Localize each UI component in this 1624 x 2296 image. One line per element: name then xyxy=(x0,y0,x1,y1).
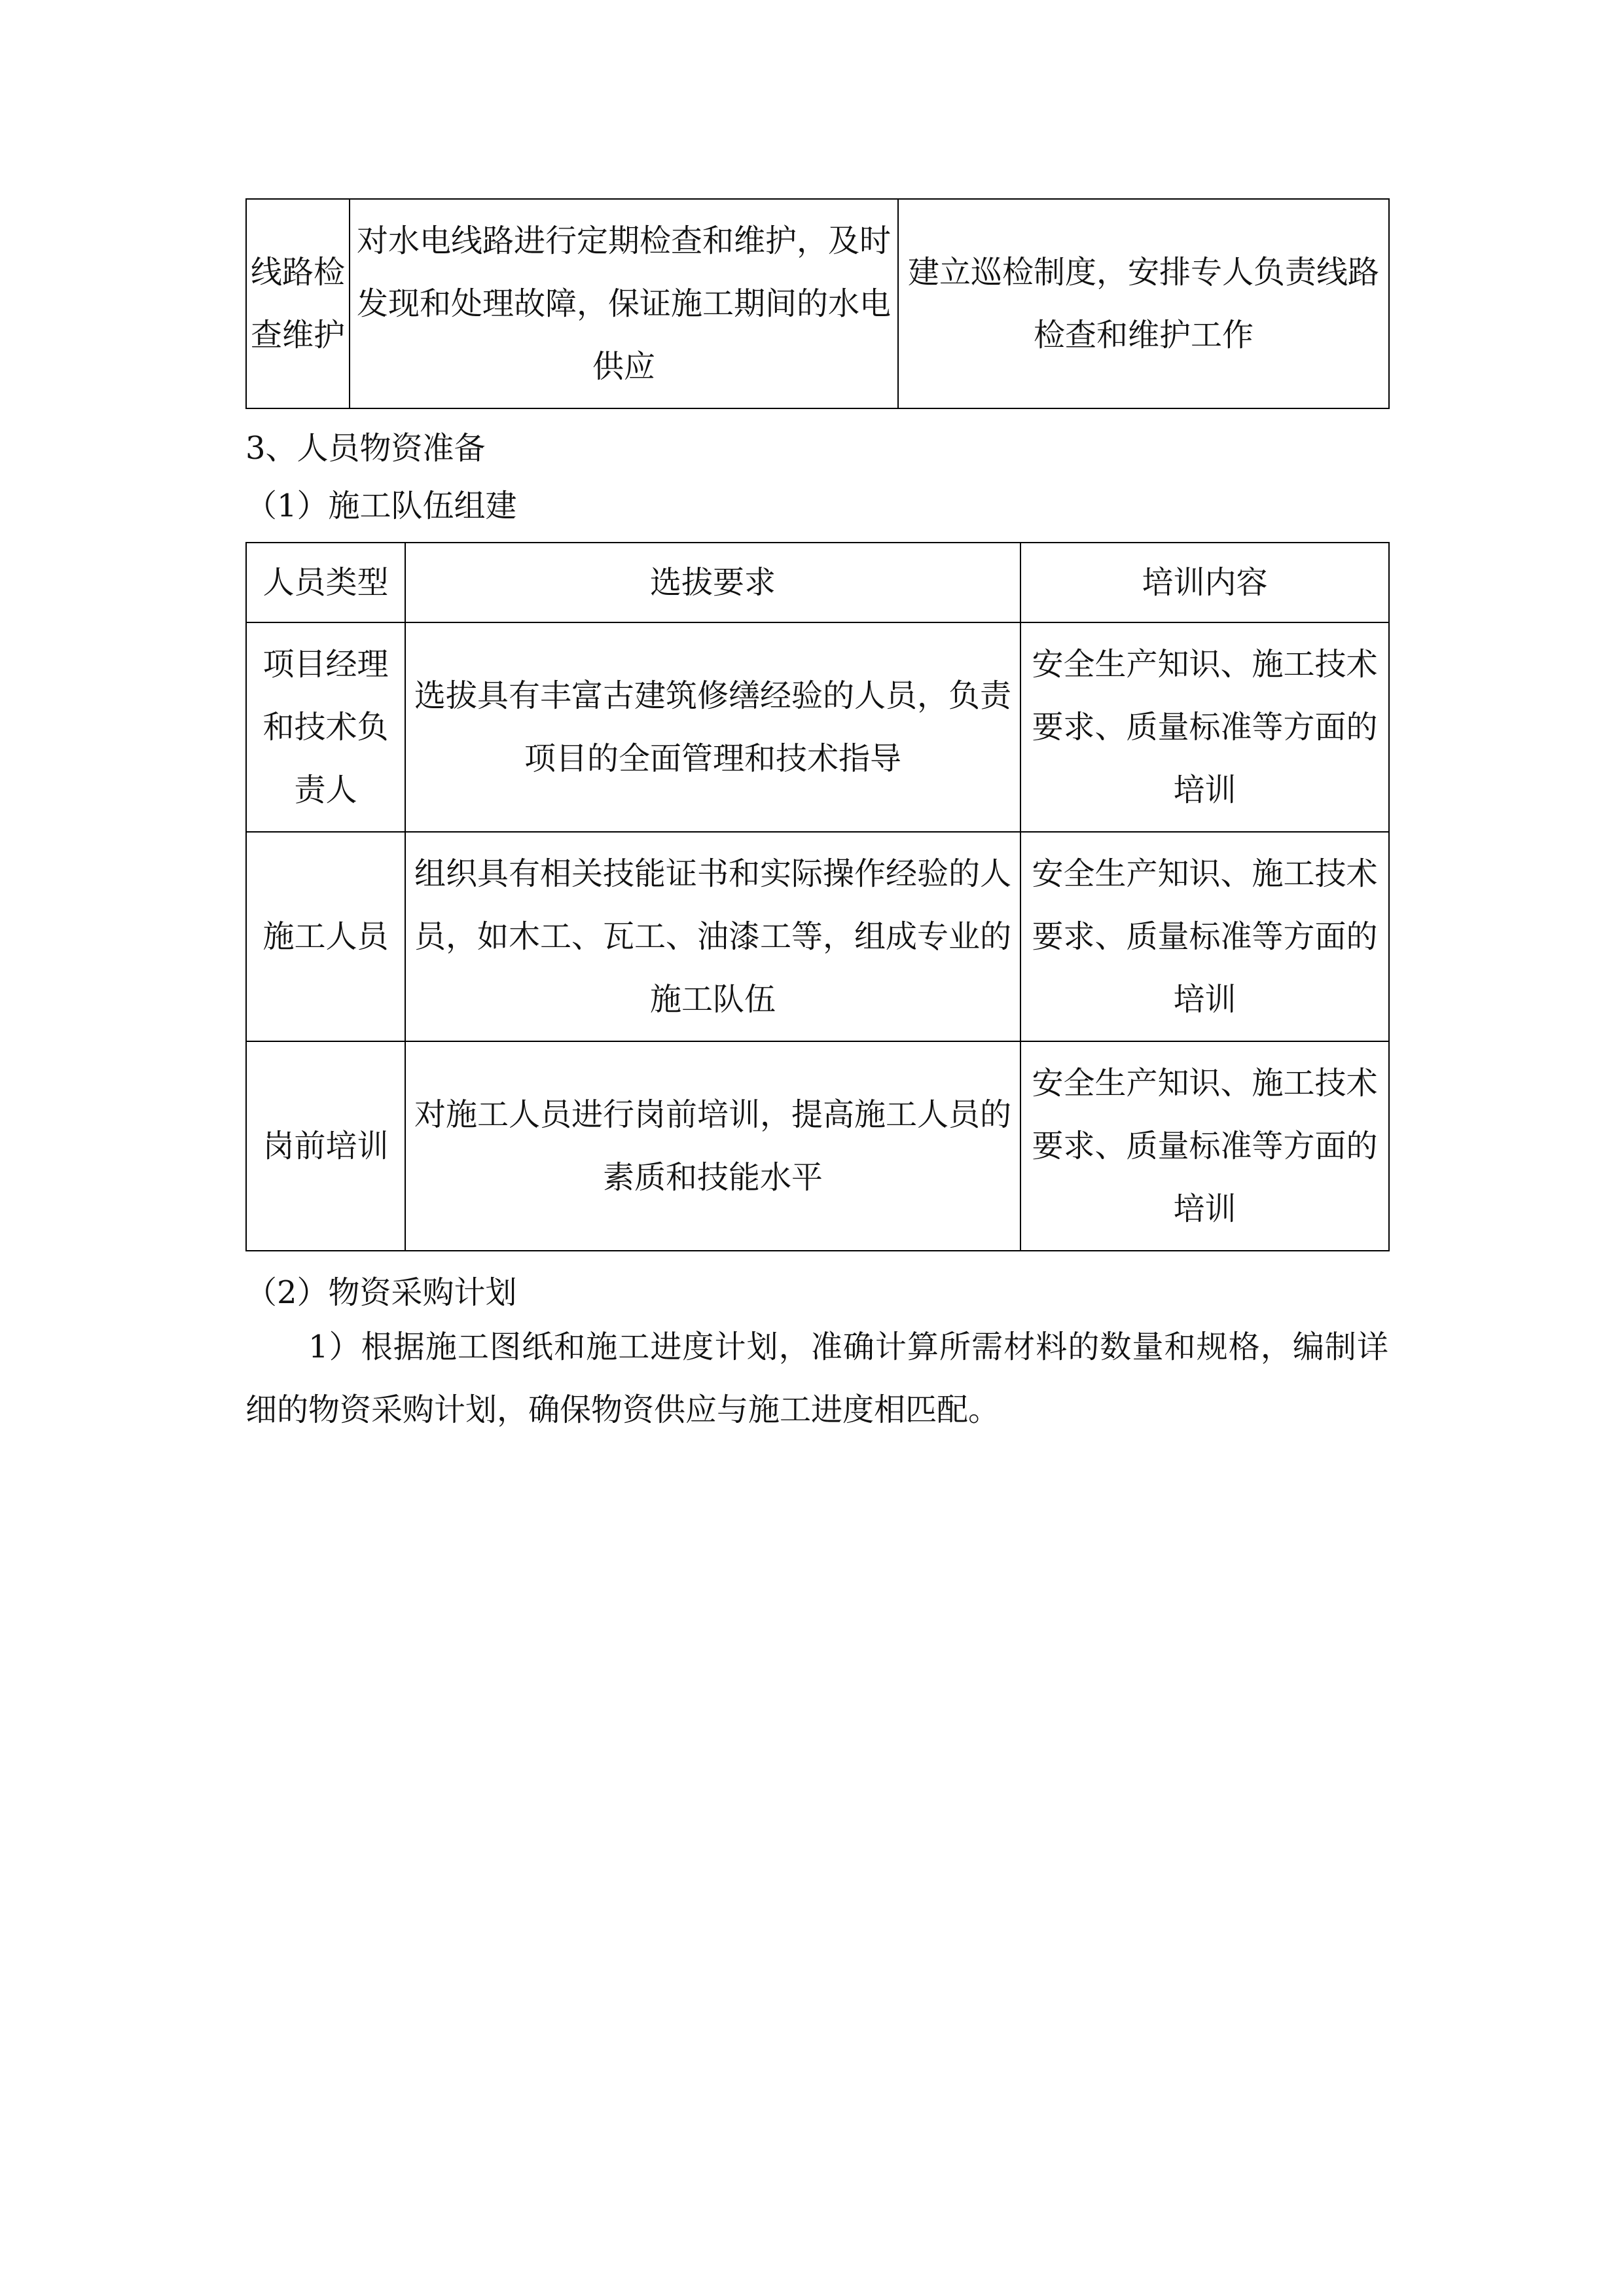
section-heading: 3、人员物资准备 xyxy=(245,430,486,467)
table-row xyxy=(246,622,1389,832)
table-cell-training: 安全生产知识、施工技术要求、质量标准等方面的培训 xyxy=(1020,622,1389,832)
subsection-heading: （2）物资采购计划 xyxy=(245,1274,517,1311)
table-header-training: 培训内容 xyxy=(1020,543,1389,622)
table-cell-type: 项目经理和技术负责人 xyxy=(246,622,405,832)
table-cell-training: 安全生产知识、施工技术要求、质量标准等方面的培训 xyxy=(1020,1041,1389,1251)
table-cell-requirement: 选拔具有丰富古建筑修缮经验的人员，负责项目的全面管理和技术指导 xyxy=(405,622,1020,832)
table-cell-type: 岗前培训 xyxy=(246,1041,405,1251)
table-row xyxy=(246,832,1389,1041)
table-header-row xyxy=(246,543,1389,622)
table-cell-requirement: 对施工人员进行岗前培训，提高施工人员的素质和技能水平 xyxy=(405,1041,1020,1251)
table-cell-type: 施工人员 xyxy=(246,832,405,1041)
body-paragraph: 1）根据施工图纸和施工进度计划，准确计算所需材料的数量和规格，编制详细的物资采购计划，确保物资供应与施工进度相匹配。 xyxy=(245,1329,1388,1428)
table-row xyxy=(246,199,1389,408)
table-cell-description: 对水电线路进行定期检查和维护，及时发现和处理故障，保证施工期间的水电供应 xyxy=(350,199,898,408)
table-header-type: 人员类型 xyxy=(246,543,405,622)
table-row xyxy=(246,1041,1389,1251)
table-header-requirement: 选拔要求 xyxy=(405,543,1020,622)
table-cell-measure: 建立巡检制度，安排专人负责线路检查和维护工作 xyxy=(898,199,1389,408)
table-cell-training: 安全生产知识、施工技术要求、质量标准等方面的培训 xyxy=(1020,832,1389,1041)
table-cell-requirement: 组织具有相关技能证书和实际操作经验的人员，如木工、瓦工、油漆工等，组成专业的施工队伍 xyxy=(405,832,1020,1041)
table-cell-item: 线路检查维护 xyxy=(246,199,350,408)
water-electric-maintenance-table xyxy=(245,198,1390,409)
personnel-table xyxy=(245,542,1390,1251)
subsection-heading: （1）施工队伍组建 xyxy=(245,488,517,524)
